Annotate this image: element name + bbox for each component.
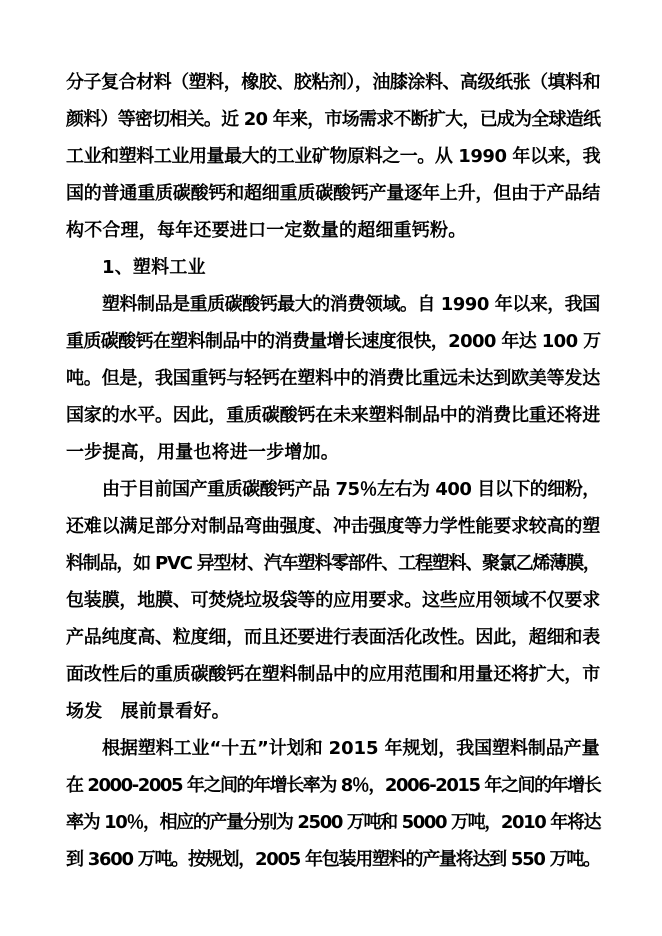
text-line: 由于目前国产重质碳酸钙产品 75％左右为 400 目以下的细粉， (102, 479, 600, 500)
text-line: 还难以满足部分对制品弯曲强度、冲击强度等力学性能要求较高的塑 (66, 516, 600, 537)
text-line: 料制品，如 PVC 异型材、汽车塑料零部件、工程塑料、聚氯乙烯薄膜， (66, 553, 600, 574)
text-line: 场发 展前景看好。 (66, 701, 230, 722)
text-line: 分子复合材料（塑料，橡胶、胶粘剂），油膝涂料、高级纸张（填料和 (66, 72, 601, 93)
text-line: 包装膜，地膜、可焚烧垃圾袋等的应用要求。这些应用领域不仅要求 (66, 590, 600, 611)
text-line: 一步提高，用量也将进一步增加。 (66, 442, 339, 463)
text-line: 构不合理，每年还要进口一定数量的超细重钙粉。 (66, 220, 467, 241)
text-line: 颜料）等密切相关。近 20 年来，市场需求不断扩大，已成为全球造纸 (66, 109, 601, 130)
text-line: 塑料制品是重质碳酸钙最大的消费领域。自 1990 年以来，我国 (102, 294, 600, 315)
text-line: 国的普通重质碳酸钙和超细重质碳酸钙产量逐年上升，但由于产品结 (66, 183, 600, 204)
text-line: 根据塑料工业“十五”计划和 2015 年规划，我国塑料制品产量 (102, 738, 600, 759)
section-heading: 1、塑料工业 (102, 257, 206, 278)
text-line: 国家的水平。因此，重质碳酸钙在未来塑料制品中的消费比重还将进 (66, 405, 600, 426)
text-line: 重质碳酸钙在塑料制品中的消费量增长速度很快，2000 年达 100 万 (66, 331, 601, 352)
text-line: 在 2000-2005 年之间的年增长率为 8％，2006-2015 年之间的年增长 (66, 775, 601, 796)
text-line: 到 3600 万吨。按规划，2005 年包装用塑料的产量将达到 550 万吨。 (66, 849, 600, 870)
text-line: 产品纯度高、粒度细，而且还要进行表面活化改性。因此，超细和表 (66, 627, 600, 648)
text-line: 面改性后的重质碳酸钙在塑料制品中的应用范围和用量还将扩大，市 (66, 664, 600, 685)
text-line: 工业和塑料工业用量最大的工业矿物原料之一。从 1990 年以来，我 (66, 146, 601, 167)
text-line: 吨。但是，我国重钙与轻钙在塑料中的消费比重远未达到欧美等发达 (66, 368, 600, 389)
text-line: 率为 10％，相应的产量分别为 2500 万吨和 5000 万吨，2010 年将达 (66, 812, 601, 833)
